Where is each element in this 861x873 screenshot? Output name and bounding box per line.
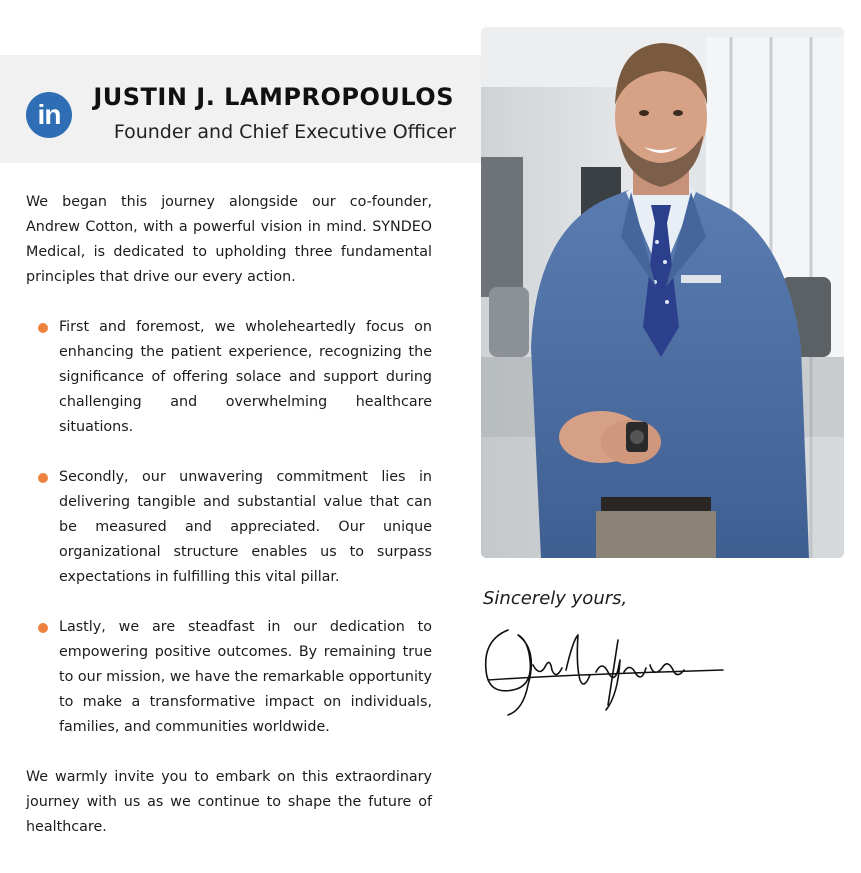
list-item-text: First and foremost, we wholeheartedly focus on enhancing the patient experience, recognizing the significance of offering solace and support during challenging and overwhelming healthcare situations. xyxy=(59,319,432,435)
intro-paragraph: We began this journey alongside our co-founder, Andrew Cotton, with a powerful vision in mind. SYNDEO Medical, is dedicated to upholding three fundamental principles that drive our every action. xyxy=(26,194,432,285)
list-item-text: Secondly, our unwavering commitment lies in delivering tangible and substantial value that can be measured and appreciated. Our unique organizational structure enables us to surpass expectations in fulfilling this vital pillar. xyxy=(59,469,432,585)
bullet-dot-icon xyxy=(38,473,48,483)
principles-list xyxy=(26,315,432,740)
bullet-dot-icon xyxy=(38,323,48,333)
list-item xyxy=(26,465,432,590)
list-item-text: Lastly, we are steadfast in our dedication to empowering positive outcomes. By remaining true to our mission, we have the remarkable opportunity to make a transformative impact on individuals, families, and communities worldwide. xyxy=(59,619,432,735)
person-title: Founder and Chief Executive Officer xyxy=(113,121,456,143)
closing-paragraph: We warmly invite you to embark on this extraordinary journey with us as we continue to shape the future of healthcare. xyxy=(26,769,432,835)
linkedin-icon[interactable]: in xyxy=(26,92,72,138)
portrait-photo xyxy=(481,27,844,558)
person-name: JUSTIN J. LAMPROPOULOS xyxy=(93,83,454,111)
list-item xyxy=(26,615,432,740)
signature-image xyxy=(478,620,728,720)
portrait-illustration xyxy=(481,27,844,558)
list-item xyxy=(26,315,432,440)
sign-off-text: Sincerely yours, xyxy=(483,588,628,609)
bullet-dot-icon xyxy=(38,623,48,633)
letter-body xyxy=(26,190,432,840)
